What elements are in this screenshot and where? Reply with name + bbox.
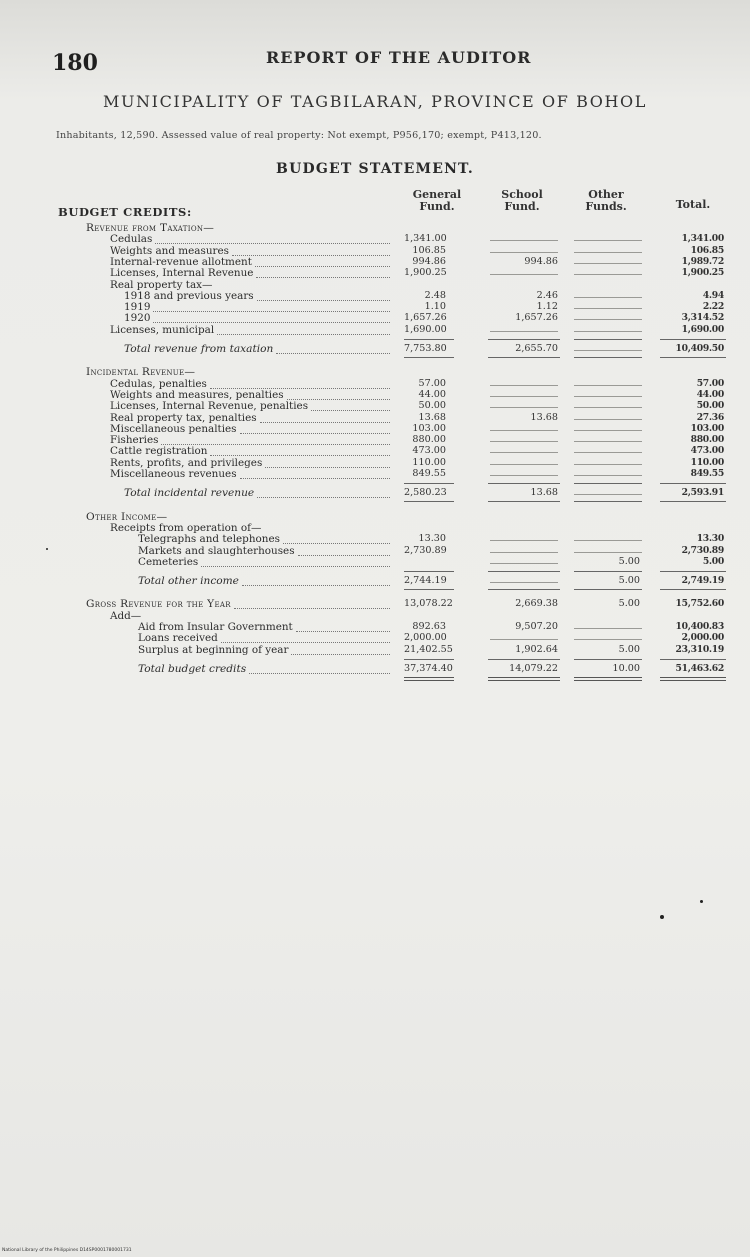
table-row (0, 575, 750, 587)
cell-general: 2,000.00 (404, 632, 447, 644)
row-label: Internal-revenue allotment (110, 255, 252, 268)
table-row (0, 468, 750, 480)
sum-rule (488, 483, 560, 484)
sum-rule (404, 483, 454, 484)
cell-school: 1,902.64 (515, 643, 558, 655)
cell-school: 13.68 (530, 411, 558, 423)
blank-cell-rule (574, 240, 642, 241)
column-header-school-fund (487, 189, 557, 213)
cell-general: 110.00 (412, 456, 446, 468)
row-label: Miscellaneous revenues (110, 468, 237, 480)
cell-general: 1,900.25 (404, 267, 447, 279)
blank-cell-rule (574, 385, 642, 386)
scan-speck (660, 915, 664, 919)
blank-cell-rule (574, 419, 642, 420)
blank-cell-rule (574, 494, 642, 495)
blank-cell-rule (574, 331, 642, 332)
sum-rule (488, 659, 560, 660)
row-label: Receipts from operation of— (110, 521, 262, 534)
blank-cell-rule (574, 430, 642, 431)
cell-total: 44.00 (696, 388, 724, 400)
cell-general: 892.63 (412, 621, 446, 632)
municipality-heading: MUNICIPALITY OF TAGBILARAN, PROVINCE OF BOHOL (102, 92, 647, 111)
table-row (0, 400, 750, 412)
cell-general: 13.30 (418, 533, 446, 545)
sum-rule (660, 483, 726, 484)
blank-cell-rule (490, 475, 558, 476)
blank-cell-rule (490, 396, 558, 397)
table-row (0, 434, 750, 446)
cell-general: 1,690.00 (404, 323, 447, 335)
cell-general: 1,341.00 (404, 233, 447, 245)
cell-general: 880.00 (412, 434, 446, 446)
column-header-school-line1: School (501, 188, 543, 201)
cell-general: 13,078.22 (404, 598, 453, 610)
budget-statement-title: BUDGET STATEMENT. (276, 161, 474, 177)
row-label: 1920 (124, 312, 151, 325)
sum-rule (660, 339, 726, 340)
cell-total: 1,341.00 (681, 233, 724, 245)
table-row (0, 644, 750, 656)
row-label: Total incidental revenue (124, 487, 255, 500)
dot-leader (276, 353, 390, 354)
cell-other: 5.00 (618, 643, 640, 655)
row-label: Real property tax— (110, 278, 213, 291)
column-header-general-fund (402, 189, 472, 213)
sum-rule (488, 357, 560, 358)
table-row (0, 301, 750, 313)
sum-rule (660, 659, 726, 660)
cell-other: 5.00 (618, 575, 640, 587)
table-row (0, 545, 750, 557)
column-header-other-funds (570, 189, 642, 213)
cell-general: 1.10 (424, 301, 446, 313)
row-label: Fisheries (110, 434, 159, 447)
dot-leader (240, 478, 390, 479)
row-label: Licenses, municipal (110, 323, 215, 336)
table-row (0, 366, 750, 378)
cell-general: 2,744.19 (404, 575, 447, 587)
cell-total: 2.22 (702, 301, 724, 313)
cell-school: 14,079.22 (509, 662, 558, 674)
table-row (0, 663, 750, 675)
cell-total: 5.00 (702, 555, 724, 567)
sum-rule (574, 571, 642, 572)
table-row (0, 378, 750, 390)
sum-rule (574, 589, 642, 590)
dot-leader (201, 566, 390, 567)
scan-speck (700, 900, 703, 903)
cell-total: 10,409.50 (675, 343, 724, 354)
blank-cell-rule (574, 263, 642, 264)
table-row (0, 245, 750, 257)
cell-general: 473.00 (412, 445, 446, 457)
row-label: Weights and measures, penalties (110, 388, 284, 401)
cell-total: 51,463.62 (675, 662, 724, 674)
table-row (0, 222, 750, 234)
cell-general: 57.00 (418, 377, 446, 389)
cell-total: 50.00 (696, 400, 724, 412)
table-row (0, 511, 750, 523)
cell-general: 2,730.89 (404, 544, 447, 556)
sum-rule (488, 571, 560, 572)
dot-leader (291, 654, 390, 655)
row-label: 1919 (124, 301, 151, 314)
sum-rule (488, 501, 560, 502)
blank-cell-rule (574, 396, 642, 397)
table-row (0, 343, 750, 355)
cell-total: 1,989.72 (681, 255, 724, 267)
row-label: Loans received (138, 632, 218, 645)
row-label: Revenue from Taxation— (86, 222, 215, 234)
double-rule (660, 677, 726, 681)
cell-total: 106.85 (690, 244, 724, 256)
table-row (0, 324, 750, 336)
cell-general: 103.00 (412, 422, 446, 434)
blank-cell-rule (490, 252, 558, 253)
cell-school: 2,655.70 (515, 343, 558, 354)
row-label: 1918 and previous years (124, 289, 254, 302)
cell-general: 7,753.80 (404, 343, 447, 354)
cell-general: 50.00 (418, 400, 446, 412)
blank-cell-rule (574, 407, 642, 408)
cell-other: 5.00 (618, 598, 640, 610)
blank-cell-rule (574, 464, 642, 465)
inhabitants-line: Inhabitants, 12,590. Assessed value of real property: Not exempt, P956,170; exempt, P413,120. (56, 130, 542, 141)
cell-other: 5.00 (618, 555, 640, 567)
row-label: Total budget credits (138, 662, 247, 675)
table-row (0, 412, 750, 424)
column-header-other-line2: Funds. (585, 200, 627, 213)
blank-cell-rule (490, 552, 558, 553)
cell-total: 880.00 (690, 434, 724, 446)
cell-school: 994.86 (524, 255, 558, 267)
blank-cell-rule (490, 452, 558, 453)
table-row (0, 256, 750, 268)
blank-cell-rule (574, 252, 642, 253)
row-label: Markets and slaughterhouses (138, 544, 295, 557)
table-row (0, 556, 750, 568)
dot-leader (257, 497, 390, 498)
double-rule (574, 677, 642, 681)
row-label: Telegraphs and telephones (138, 533, 280, 546)
row-label: Incidental Revenue— (86, 366, 196, 379)
row-label: Weights and measures (110, 244, 229, 257)
row-label: Cedulas (110, 233, 153, 246)
blank-cell-rule (574, 308, 642, 309)
cell-total: 4.94 (702, 289, 724, 301)
table-row (0, 621, 750, 633)
blank-cell-rule (574, 297, 642, 298)
cell-school: 1.12 (536, 301, 558, 313)
cell-total: 15,752.60 (675, 598, 724, 610)
column-header-total: Total. (675, 198, 711, 211)
sum-rule (404, 357, 454, 358)
blank-cell-rule (490, 385, 558, 386)
table-row (0, 457, 750, 469)
cell-general: 37,374.40 (404, 662, 453, 674)
blank-cell-rule (490, 407, 558, 408)
double-rule (488, 677, 560, 681)
cell-general: 994.86 (412, 255, 446, 267)
table-row (0, 598, 750, 610)
sum-rule (574, 659, 642, 660)
row-label: Surplus at beginning of year (138, 643, 289, 656)
table-row (0, 632, 750, 644)
row-label: Other Income— (86, 510, 168, 523)
sum-rule (404, 589, 454, 590)
table-row (0, 233, 750, 245)
cell-school: 1,657.26 (515, 312, 558, 324)
sum-rule (660, 357, 726, 358)
blank-cell-rule (490, 639, 558, 640)
row-label: Gross Revenue for the Year (86, 598, 231, 611)
double-rule (404, 677, 454, 681)
dot-leader (249, 673, 390, 674)
blank-cell-rule (574, 639, 642, 640)
cell-general: 1,657.26 (404, 312, 447, 324)
blank-cell-rule (490, 582, 558, 583)
column-header-general-line1: General (412, 188, 462, 201)
cell-total: 2,749.19 (681, 575, 724, 587)
cell-total: 2,000.00 (681, 632, 724, 644)
blank-cell-rule (574, 274, 642, 275)
cell-general: 2.48 (424, 289, 446, 301)
table-row (0, 290, 750, 302)
cell-total: 103.00 (690, 422, 724, 434)
library-footer: National Library of the Philippines D14SP0001780001731 (2, 1248, 132, 1253)
sum-rule (574, 501, 642, 502)
blank-cell-rule (574, 441, 642, 442)
row-label: Cattle registration (110, 445, 208, 458)
row-label: Real property tax, penalties (110, 411, 257, 424)
blank-cell-rule (490, 274, 558, 275)
cell-other: 10.00 (612, 662, 640, 674)
table-row (0, 522, 750, 534)
sum-rule (404, 659, 454, 660)
blank-cell-rule (490, 563, 558, 564)
column-header-school-line2: Fund. (504, 200, 540, 213)
cell-total: 10,400.83 (675, 621, 724, 632)
sum-rule (404, 571, 454, 572)
row-label: Cedulas, penalties (110, 377, 207, 390)
table-row (0, 389, 750, 401)
blank-cell-rule (490, 430, 558, 431)
cell-general: 13.68 (418, 411, 446, 423)
cell-school: 9,507.20 (515, 621, 558, 632)
blank-cell-rule (574, 552, 642, 553)
sum-rule (574, 357, 642, 358)
cell-school: 2,669.38 (515, 598, 558, 610)
table-row (0, 445, 750, 457)
blank-cell-rule (490, 331, 558, 332)
sum-rule (660, 571, 726, 572)
row-label: Miscellaneous penalties (110, 422, 237, 435)
cell-school: 2.46 (536, 289, 558, 301)
sum-rule (660, 501, 726, 502)
blank-cell-rule (574, 452, 642, 453)
budget-credits-heading: BUDGET CREDITS: (58, 205, 192, 219)
table-row (0, 610, 750, 622)
cell-total: 1,690.00 (681, 323, 724, 335)
cell-total: 2,593.91 (681, 487, 724, 499)
blank-cell-rule (574, 475, 642, 476)
table-row (0, 279, 750, 291)
dot-leader (217, 334, 390, 335)
scan-speck (46, 548, 48, 550)
blank-cell-rule (574, 319, 642, 320)
table-row (0, 312, 750, 324)
column-header-general-line2: Fund. (419, 200, 455, 213)
row-label: Total revenue from taxation (124, 343, 274, 355)
row-label: Aid from Insular Government (138, 621, 293, 633)
cell-general: 849.55 (412, 468, 446, 479)
cell-total: 1,900.25 (681, 267, 724, 279)
sum-rule (488, 339, 560, 340)
row-label: Licenses, Internal Revenue, penalties (110, 400, 309, 413)
cell-total: 473.00 (690, 445, 724, 457)
dot-leader (242, 585, 390, 586)
blank-cell-rule (574, 350, 642, 351)
cell-total: 3,314.52 (681, 312, 724, 324)
cell-school: 13.68 (530, 487, 558, 499)
row-label: Add— (110, 609, 142, 622)
row-label: Cemeteries (138, 555, 199, 568)
cell-total: 27.36 (696, 411, 724, 423)
sum-rule (404, 501, 454, 502)
report-title: REPORT OF THE AUDITOR (266, 48, 532, 67)
cell-general: 106.85 (412, 244, 446, 256)
cell-total: 110.00 (690, 456, 724, 468)
page-number: 180 (52, 50, 98, 76)
cell-general: 21,402.55 (404, 643, 453, 655)
blank-cell-rule (574, 628, 642, 629)
blank-cell-rule (490, 464, 558, 465)
row-label: Total other income (138, 575, 239, 588)
cell-total: 2,730.89 (681, 544, 724, 556)
cell-total: 13.30 (696, 533, 724, 545)
table-row (0, 533, 750, 545)
sum-rule (660, 589, 726, 590)
blank-cell-rule (574, 540, 642, 541)
blank-cell-rule (490, 540, 558, 541)
table-row (0, 487, 750, 499)
cell-total: 23,310.19 (675, 643, 724, 655)
blank-cell-rule (490, 441, 558, 442)
cell-total: 849.55 (690, 468, 724, 479)
column-header-other-line1: Other (588, 188, 624, 201)
sum-rule (574, 483, 642, 484)
cell-general: 2,580.23 (404, 487, 447, 499)
sum-rule (574, 339, 642, 340)
row-label: Licenses, Internal Revenue (110, 267, 254, 280)
row-label: Rents, profits, and privileges (110, 456, 263, 469)
table-row (0, 423, 750, 435)
cell-total: 57.00 (696, 377, 724, 389)
table-row (0, 267, 750, 279)
cell-general: 44.00 (418, 388, 446, 400)
sum-rule (488, 589, 560, 590)
sum-rule (404, 339, 454, 340)
blank-cell-rule (490, 240, 558, 241)
